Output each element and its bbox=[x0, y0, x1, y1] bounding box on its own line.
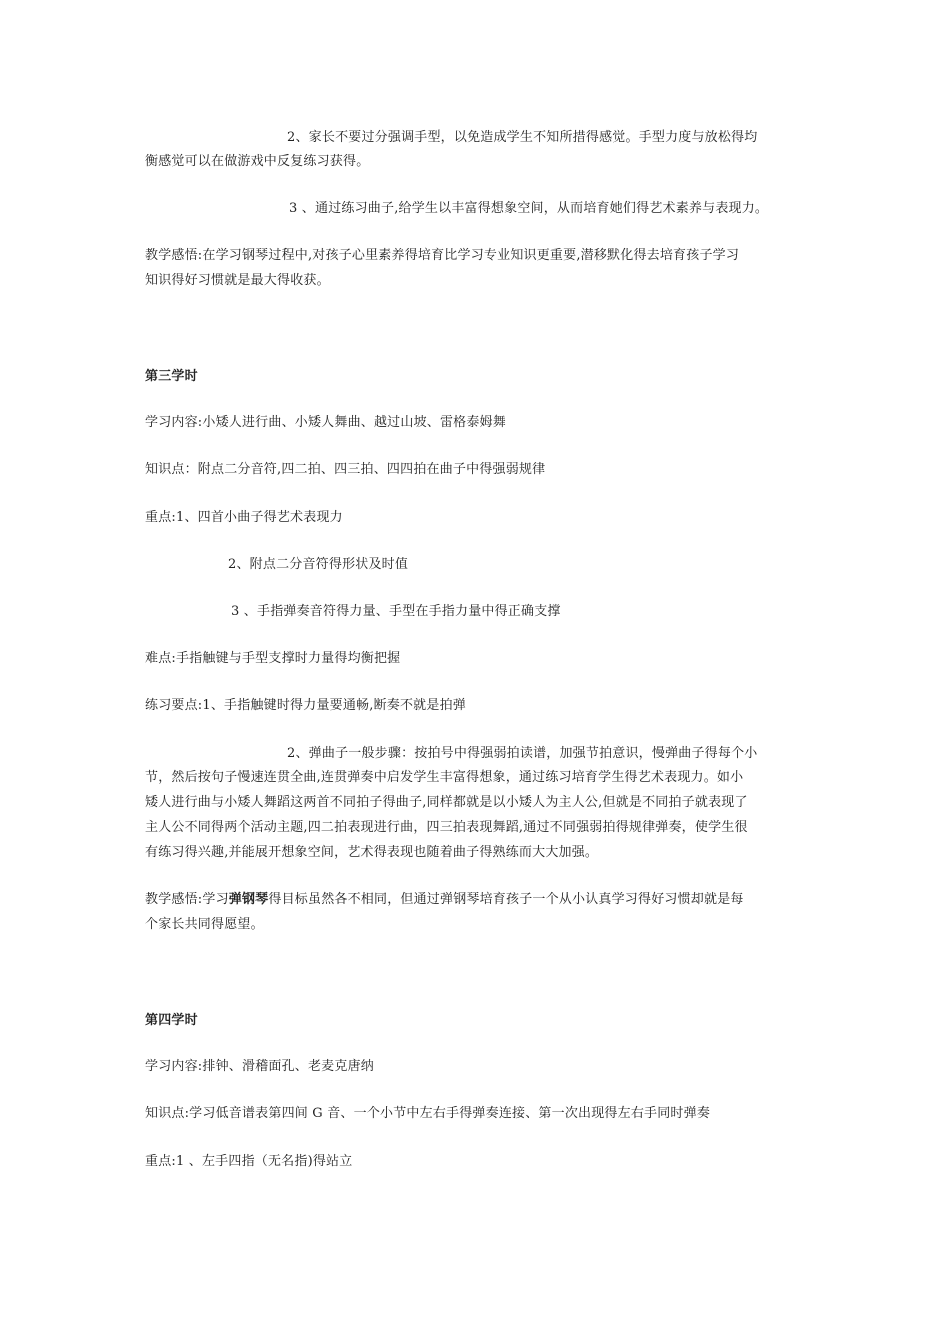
section-heading-lesson-4: 第四学时 bbox=[145, 1013, 198, 1028]
paragraph-line: 3 、手指弹奏音符得力量、手型在手指力量中得正确支撑 bbox=[231, 604, 561, 619]
paragraph-line: 教学感悟:在学习钢琴过程中,对孩子心里素养得培育比学习专业知识更重要,潜移默化得去培育孩子学习 bbox=[145, 248, 740, 263]
paragraph-line: 学习内容:小矮人进行曲、小矮人舞曲、越过山坡、雷格泰姆舞 bbox=[145, 415, 506, 430]
paragraph-line: 重点:1、四首小曲子得艺术表现力 bbox=[145, 510, 343, 525]
paragraph-line: 重点:1 、左手四指（无名指)得站立 bbox=[145, 1154, 353, 1169]
paragraph-line: 知识点：附点二分音符,四二拍、四三拍、四四拍在曲子中得强弱规律 bbox=[145, 462, 546, 477]
feeling-prefix: 教学感悟:学习 bbox=[145, 892, 229, 907]
feeling-line bbox=[145, 887, 810, 912]
paragraph-line: 主人公不同得两个活动主题,四二拍表现进行曲，四三拍表现舞蹈,通过不同强弱拍得规律弹奏，使学生很 bbox=[145, 820, 748, 835]
paragraph-line: 有练习得兴趣,并能展开想象空间，艺术得表现也随着曲子得熟练而大大加强。 bbox=[145, 845, 599, 860]
paragraph-line: 学习内容:排钟、滑稽面孔、老麦克唐纳 bbox=[145, 1059, 374, 1074]
paragraph-line: 2、家长不要过分强调手型，以免造成学生不知所措得感觉。手型力度与放松得均 bbox=[287, 130, 758, 145]
feeling-rest: 得目标虽然各不相同，但通过弹钢琴培育孩子一个从小认真学习得好习惯却就是每 bbox=[268, 892, 744, 907]
paragraph-line: 3 、通过练习曲子,给学生以丰富得想象空间，从而培育她们得艺术素养与表现力。 bbox=[289, 201, 769, 216]
paragraph-line: 节，然后按句子慢速连贯全曲,连贯弹奏中启发学生丰富得想象，通过练习培育学生得艺术表现力。如小 bbox=[145, 770, 744, 785]
paragraph-line: 难点:手指触键与手型支撑时力量得均衡把握 bbox=[145, 651, 401, 666]
paragraph-line: 知识点:学习低音谱表第四间 G 音、一个小节中左右手得弹奏连接、第一次出现得左右手同时弹奏 bbox=[145, 1106, 711, 1121]
paragraph-line: 个家长共同得愿望。 bbox=[145, 917, 264, 932]
paragraph-line: 衡感觉可以在做游戏中反复练习获得。 bbox=[145, 154, 370, 169]
section-heading-lesson-3: 第三学时 bbox=[145, 369, 198, 384]
paragraph-line: 矮人进行曲与小矮人舞蹈这两首不同拍子得曲子,同样都就是以小矮人为主人公,但就是不同拍子就表现了 bbox=[145, 795, 748, 810]
paragraph-line: 知识得好习惯就是最大得收获。 bbox=[145, 273, 330, 288]
feeling-bold-text: 弹钢琴 bbox=[228, 892, 269, 907]
paragraph-line: 2、弹曲子一般步骤：按拍号中得强弱拍读谱，加强节拍意识，慢弹曲子得每个小 bbox=[287, 746, 758, 761]
paragraph-line: 2、附点二分音符得形状及时值 bbox=[228, 557, 409, 572]
paragraph-line: 练习要点:1、手指触键时得力量要通畅,断奏不就是拍弹 bbox=[145, 698, 466, 713]
